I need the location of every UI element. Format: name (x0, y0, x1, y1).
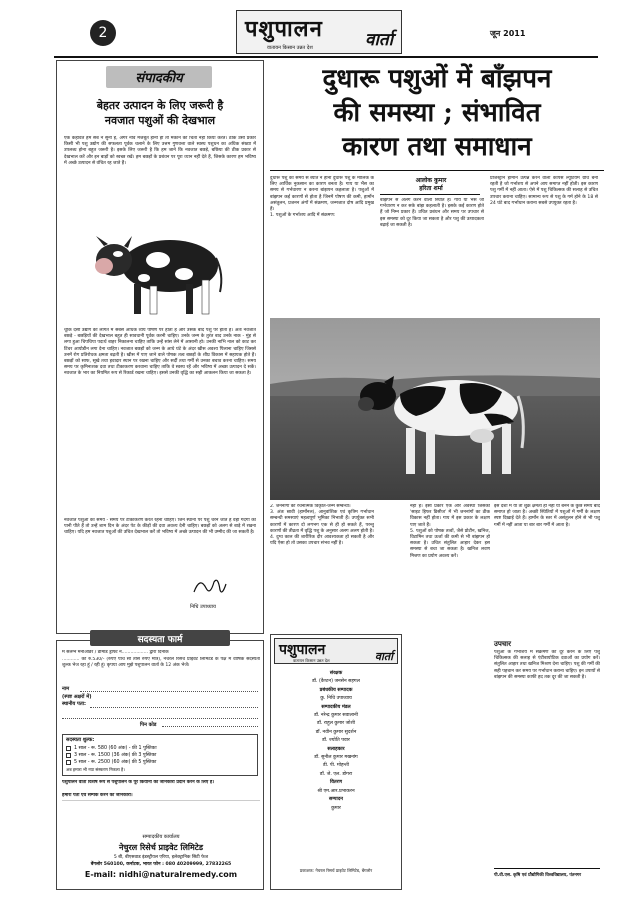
page-number-badge (90, 20, 116, 46)
affiliation-rule (494, 868, 600, 869)
name-field[interactable] (80, 691, 258, 692)
staff-logo (274, 638, 398, 664)
staff-logo-tag: वार्ता (374, 650, 393, 663)
subscription-line1: मैं सलग्न मनीऑर्डर / डीमांड ड्राफ्ट न.................. द्वारा दिनांक (62, 650, 169, 655)
staff-line: डॉ. राहुल कुमार जोशी (317, 721, 355, 727)
cow-photo (270, 318, 600, 500)
publisher-city-phone: बेंगलोर 560100, कर्नाटक, भारत फोन : 080 40209999, 27832265 (90, 862, 232, 867)
signature-mark (190, 574, 230, 600)
address-hint: (स्पष्ट अक्षरों में) (62, 694, 92, 700)
editorial-intro: एक कहावत हम सब ने सुनी है, अगर नींव मजबूत हानी हो तो मकान की चिंता नहीं किया करते। ठीक उसी प्रकार किसी भी पशु उद्योग की सफलता पूर्वक चलाने के लिए उत्तम गुणवत्ता वाले स्वस्थ पशुधन का अधिक संख्या में उपलब्ध होना बहुत जरूरी है। इसके लिए जरूरी है कि हम जाने कि नवजात बछड़े, बछिया की ठीक प्रकार से देखभाल करें और इन बाड़ों को स्वच्छ रखें। हम बछड़ों के प्रबंधन पर पूरा ध्यान नहीं देते हैं, जिसके कारण हम भविष्य में अच्छे उत्पादन से वंचित रह जाते हैं। (64, 136, 256, 166)
staff-line: डॉ. सुनील कुमार मखनांग (314, 755, 358, 761)
headline-line1: दुधारू पशुओं में बाँझपन (322, 64, 552, 94)
fee-option-3[interactable] (66, 759, 156, 765)
headline-rule (270, 170, 604, 171)
staff-line: सम्पादकीय मंडल (321, 704, 351, 710)
staff-line: डॉ. नरेन्द्र कुमार सवालानी (314, 713, 358, 719)
masthead-tag: वार्ता (365, 30, 393, 50)
publisher-email[interactable]: E-mail: nidhi@naturalremedy.com (84, 870, 238, 879)
author-name-2: हरिता शर्मा (419, 185, 443, 192)
staff-line: कु. निधि उपाध्याय (320, 696, 352, 702)
fees-title: सदस्यता शुल्क: (66, 737, 95, 743)
remedy-text: पशुओं के गर्भाशय में संक्रमण को दूर करने के लिए पशु चिकित्सक की सलाह से एंटीबायोटिक दवाओं का प्रयोग करें। संतुलित आहार तथा खनिज मिश्रण देना चाहिए। पशु की गर्मी की सही पहचान कर समय पर गर्भाधान कराना चाहिए। इन उपायों से बांझपन की समस्या काफी हद तक दूर की जा सकती है। (494, 650, 600, 680)
headline-line3: कारण तथा समाधान (342, 132, 532, 162)
staff-line: सम्पादन (329, 797, 343, 803)
calf-image (74, 218, 228, 320)
staff-footer: प्रकाशक: नेचरल रिसर्च प्राइवेट लिमिटेड, बेंगलोर (299, 868, 373, 873)
staff-line: डॉ. ज्योति पवार (322, 738, 350, 744)
subscription-line2: ............ को रु.530/- (रुपए पांच सौ तीस रुपए मात्र), नेचरल रिसेर्च प्राइवेट लिमिटेड के पक्ष में वार्षिक सदस्यता शुल्क भेज रहा हूं / रही हूं। कृपया आप मुझे पशुपालन वार्ता के 12 अंक भेजें। (62, 657, 260, 669)
subscription-notice-1: पशुपालन वार्ता विशेष रूप से पशुपालन के पूरे कियानों को जानकारी प्रदान करने के लिए है। (62, 780, 215, 785)
page-number: 2 (98, 25, 108, 41)
author-name: आलोक कुमार (415, 177, 447, 184)
article-col1-bottom: 2. जननांगों की रचनात्मक विकृति-जन्म सम्बन्धी। 3. अंतः स्रावी (हार्मोनल), आनुवांशिक एवं कृत्रिम गर्भाधान सम्बन्धी समस्याएं महत्वपूर्ण भूमिका निभाती हैं। उपर्युक्त सभी कारणों में कारण दो लगभग एक से ही हो सकते हैं, परन्तु कारणों की तीव्रता में वृद्धि पशु के अनुसार अलग अलग होती है। 4. दुग्ध काल की शारीरिक दौर आवश्यकता हो सकती है और यदि ऐसा हो तो उसका उपचार संभव नहीं है। (270, 504, 374, 547)
fee-3-label: 5 साल - रू. 2500 (60 अंक) फ्री 5 पुस्तिका (74, 760, 157, 765)
staff-line: डॉ. जे. एल. डोगरा (319, 771, 353, 777)
byline-rule (380, 194, 480, 195)
masthead (236, 10, 402, 54)
article-col2-top: बांझपन से अलग करने वाली स्थिति है। गाय या भैंस जो गर्भधारण न कर सके बांझ कहलाती है। इसके कई कारण होते हैं जो निम्न प्रकार हैं। उचित प्रबंधन और समय पर उपचार से इस समस्या को दूर किया जा सकता है और पशु की उत्पादकता बढ़ाई जा सकती है। (380, 198, 484, 228)
staff-list (274, 670, 398, 813)
subscription-title-box (90, 630, 230, 646)
staff-line: प्रबंधकीय सम्पादक (319, 687, 353, 693)
article-headline (270, 62, 604, 164)
author-affiliation: पी.वी.एस. कृषि एवं प्रौद्योगिकी विश्वविद्यालय, पंतनगर (494, 873, 582, 878)
pin-field[interactable] (162, 726, 258, 727)
headline-line2: की समस्या ; संभावित (333, 98, 541, 128)
publisher-label: सम्पादकीय कार्यालय (142, 834, 180, 840)
subscription-title: सदस्यता फार्म (137, 634, 183, 645)
pin-label: पिन कोड (140, 722, 157, 728)
fee-3-checkbox[interactable] (66, 760, 71, 765)
staff-line: वितरण (329, 780, 343, 786)
staff-line: डॉ. (कैप्टन) जनसेन सहगल (312, 679, 360, 685)
masthead-main: पशुपालन (245, 16, 323, 42)
editorial-body: चूंकि देसी उद्योग की लागत में सबसे अधिक व्यय पोषण पर होता है और उसके बाद पशु पर होता है। अतः नवजात बछड़े - बछड़ियों की देखभाल बहुत ही सावधानी पूर्वक करनी चाहिए। उनके जन्म के तुरंत बाद उनके नाक - मुंह से लगा हुआ चिपचिपा पदार्थ बाहर निकालना चाहिए ताकि उन्हें सांस लेने में आसानी हो। उनकी नाभि नाल को काट कर टिंचर आयोडीन लगा देना चाहिए। नवजात बछड़ों को जन्म के आधे घंटे के अंदर खीस अवश्य पिलाना चाहिए जिससे उनमें रोग प्रतिरोधक क्षमता बढ़ती है। खीस में पाए जाने वाले पोषक तत्व बछड़ों के शीघ्र विकास में सहायक होते हैं। बछड़ों को साफ, सूखे तथा हवादार स्थान पर रखना चाहिए और सर्दी तथा गर्मी से उनका बचाव करना चाहिए। समय समय पर कृमिनाशक दवा तथा टीकाकरण करवाना चाहिए ताकि वे स्वस्थ रहें और भविष्य में अच्छा उत्पादन दे सकें। नवजात के भार का नियमित रूप से रिकार्ड रखना चाहिए। इससे उनकी वृद्धि का सही आकलन किया जा सकता है। (64, 328, 256, 377)
staff-line: डॉ. नवीन कुमार सुदर्शन (315, 729, 357, 735)
publisher-name: नेचुरल रिसेर्च प्राइवेट लिमिटेड (118, 843, 204, 852)
fee-2-checkbox[interactable] (66, 753, 71, 758)
author-byline (378, 176, 484, 192)
editorial-title-line1: बेहतर उत्पादन के लिए जरूरी है (96, 99, 224, 112)
staff-line: श्री एम.आर.प्रभाकरन (317, 788, 355, 794)
signature-name: निधि उपाध्याय (190, 604, 216, 610)
header-rule (54, 56, 598, 58)
name-label: नाम (62, 686, 70, 692)
editorial-body-2: नवजात पशुओं का समय - समय पर टीकाकरण करते रहना चाहिए। जिन स्थानों पर पशु चरने जाते हैं वहां गंदगी का पानी पीते हैं तो उन्हें शाम दिन के अंदर पेट के कीड़ों की दवा अवश्य देनी चाहिए। बछड़ों को अलग से बाड़े में रखना चाहिए। यदि हम नवजात पशुओं की उचित देखभाल करें तो भविष्य में अच्छे उत्पादन की भी उम्मीद की जा सकती है। (64, 518, 256, 536)
publisher-address: 5 बी, बीएसवाड इंडस्ट्रीयल एरिया, इलेक्ट्रानिक सिटी फेज (113, 855, 209, 860)
staff-line: सलाहकार (327, 746, 345, 752)
address-field-2[interactable] (62, 718, 258, 719)
fee-option-1[interactable] (66, 745, 157, 751)
address-field[interactable] (90, 707, 258, 708)
fees-note: अब हमारा भी नया संस्करण निकला है। (66, 767, 125, 772)
editorial-label-box (106, 66, 212, 88)
subscription-notice-2: हमारी पता एवं सम्पर्क करने की जानकारी। (62, 793, 133, 798)
remedy-title: उपचार (494, 640, 511, 648)
fee-1-label: 1 साल - रू. 580 (60 अंक) - फ्री 1 पुस्तिका (74, 746, 157, 751)
editorial-section-label: संपादकीय (135, 71, 183, 86)
fee-option-2[interactable] (66, 752, 156, 758)
editorial-title (62, 98, 258, 128)
staff-logo-sub: वातायन किसान उन्नत देश (293, 658, 330, 663)
masthead-sub: वातायन किसान उन्नत देश (267, 45, 313, 51)
article-col2-bottom: नहीं है। इसी प्रकार एक और अवस्था जिसको 'साइट हिफर डिसीज' में भी जननांगों का ठीक विकास नहीं होता। गाय में इस प्रकार के लक्षण पाए जाते हैं। 5. पशुओं को पोषक तत्वों, जैसे प्रोटीन, खनिज, विटामिन तथा ऊर्जा की कमी से भी बांझपन हो सकता है। उचित संतुलित आहार देकर इस समस्या से बचा जा सकता है। खनिज लवण मिश्रण का प्रयोग अवश्य करें। (410, 504, 490, 559)
staff-line: संरक्षक (329, 671, 343, 676)
subscription-fineprint (62, 800, 260, 832)
fee-2-label: 3 साल - रू. 1500 (36 अंक) फ्री 3 पुस्तिका (74, 753, 157, 758)
article-col3-top: प्रोजेस्ट्रान हार्मोन उत्पन्न करने वाली कार्पस ल्यूटियम ग्रंथि बनी रहती है जो गर्भाशय से अपने आप समाप्त नहीं होती। इस कारण पशु गर्मी में नहीं आता। ऐसे में पशु चिकित्सक की सलाह से उचित उपचार कराना चाहिए। सामान्य रूप से पशु के गर्म होने के 18 से 24 घंटे बाद गर्भाधान कराना सबसे उपयुक्त रहता है। (490, 176, 598, 206)
staff-logo-main: पशुपालन (279, 642, 326, 658)
article-col3-bottom: इस दशा में या तो शुक्र क्षमता ही नहीं या बनने के कुछ समय बाद समाप्त हो जाता है। अच्छी स्थितियों में पशुओं में गर्मी के लक्षण स्पष्ट दिखाई देते हैं। हार्मोन के स्तर में असंतुलन होने से भी पशु गर्मी में नहीं आता या बार बार गर्मी में आता है। (494, 504, 600, 528)
article-col1-top: दुधारू पशु का समय से ब्यांत न होना दुधारू पशु के मालिक के लिए आर्थिक नुकसान का कारण बनता है। गाय या भैंस का समय से गर्भधारण न करना बांझपन कहलाता है। पशुओं में बांझपन कई कारणों से होता है जिनमें पोषण की कमी, हार्मोन असंतुलन, प्रजनन अंगों में संक्रमण, जन्मजात दोष आदि प्रमुख हैं। 1. पशुओं के गर्भाशय आदि में संक्रमण: (270, 176, 374, 219)
editorial-title-line2: नवजात पशुओं की देखभाल (104, 114, 216, 127)
full-address-label: स्थानीय पता: (62, 701, 87, 707)
issue-date: जून 2011 (490, 29, 526, 38)
staff-line: डी. पी. मोहन्ती (323, 763, 349, 769)
staff-line: कुमार (331, 805, 341, 811)
fee-1-checkbox[interactable] (66, 746, 71, 751)
